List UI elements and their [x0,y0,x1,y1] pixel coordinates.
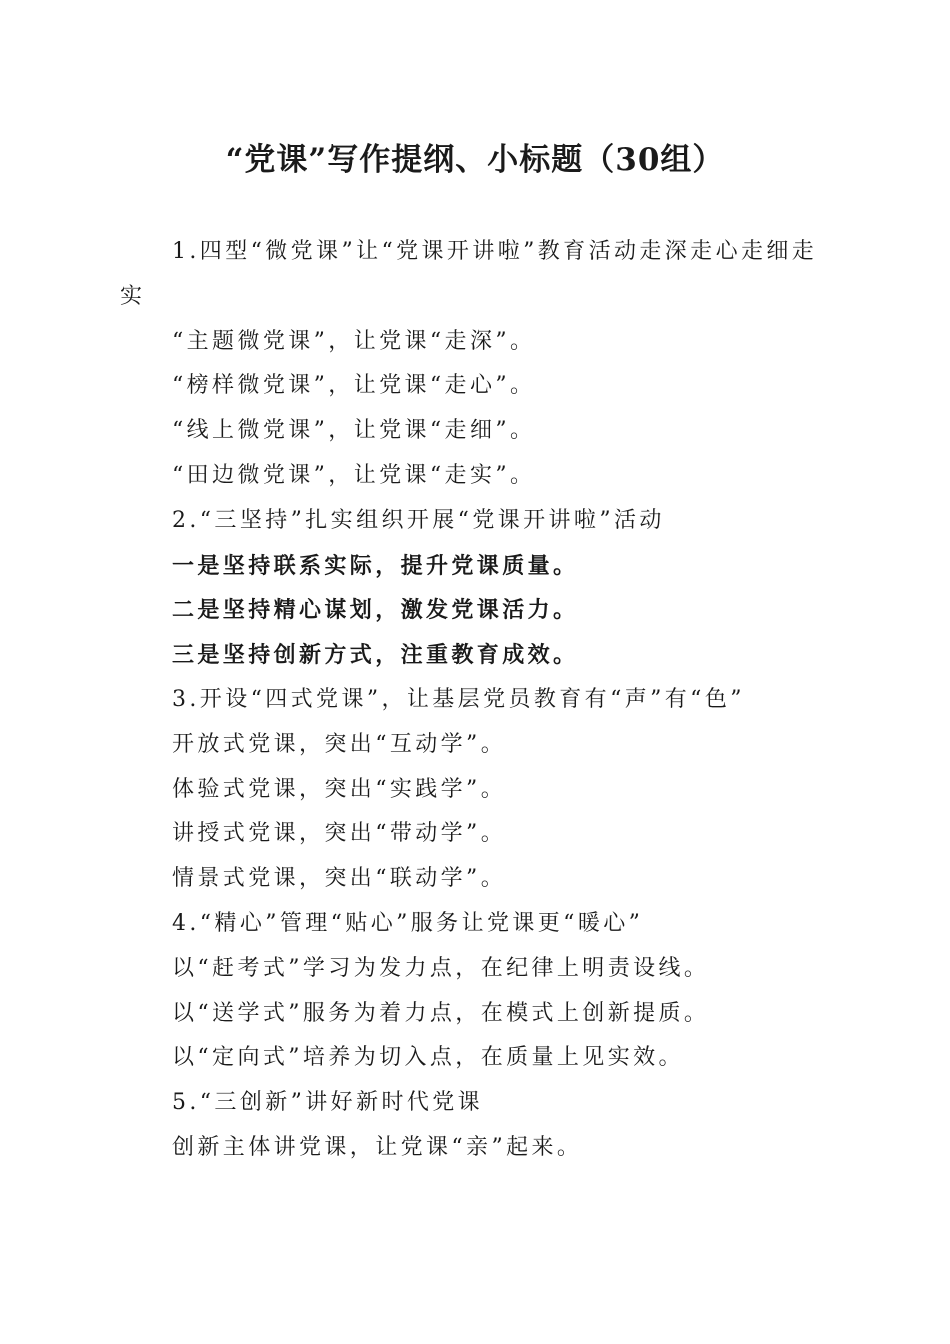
list-item: 讲授式党课，突出“带动学”。 [172,821,507,847]
list-item: “田边微党课”，让党课“走实”。 [172,462,536,488]
heading-2: 2.“三坚持”扎实组织开展“党课开讲啦”活动 [172,507,665,533]
list-item: 体验式党课，突出“实践学”。 [172,776,507,802]
list-item: “榜样微党课”，让党课“走心”。 [172,373,536,399]
list-item: “线上微党课”，让党课“走细”。 [172,418,536,444]
document-title: “党课”写作提纲、小标题（30组） [225,142,725,178]
list-item: 二是坚持精心谋划，激发党课活力。 [172,597,579,624]
heading-4: 4.“精心”管理“贴心”服务让党课更“暖心” [172,910,644,936]
list-item: 以“赶考式”学习为发力点，在纪律上明责设线。 [172,955,710,981]
list-item: 开放式党课，突出“互动学”。 [172,731,507,757]
heading-1: 1.四型“微党课”让“党课开讲啦”教育活动走深走心走细走实 [120,239,818,309]
list-item: 创新主体讲党课，让党课“亲”起来。 [172,1134,583,1160]
list-item: 情景式党课，突出“联动学”。 [172,866,507,892]
document-body [120,230,832,1171]
list-item: 一是坚持联系实际，提升党课质量。 [172,552,579,579]
list-item: 以“定向式”培养为切入点，在质量上见实效。 [172,1045,684,1071]
heading-3: 3.开设“四式党课”，让基层党员教育有“声”有“色” [172,686,745,712]
list-item: 以“送学式”服务为着力点，在模式上创新提质。 [172,1000,710,1026]
heading-5: 5.“三创新”讲好新时代党课 [172,1090,484,1116]
list-item: 三是坚持创新方式，注重教育成效。 [172,642,579,669]
list-item: “主题微党课”，让党课“走深”。 [172,328,536,354]
